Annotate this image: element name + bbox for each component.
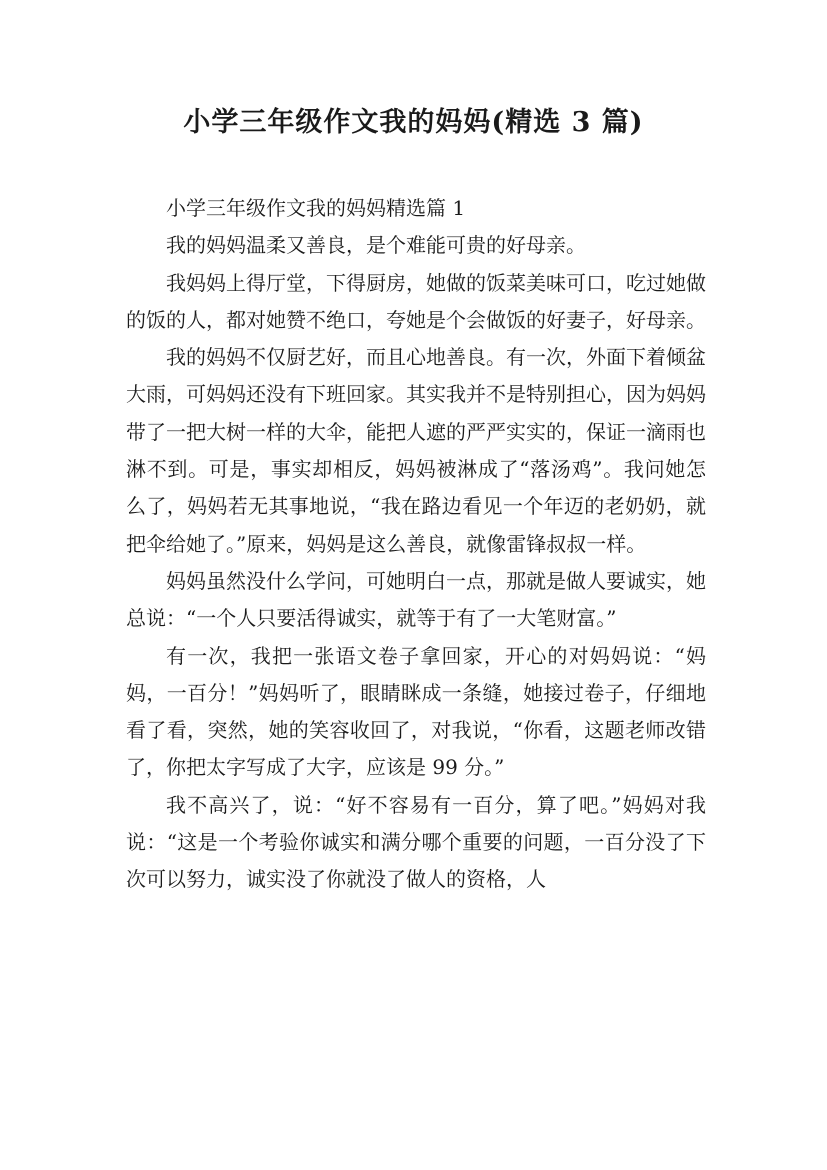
paragraph: 我的妈妈温柔又善良，是个难能可贵的好母亲。 [166, 233, 586, 258]
paragraph: 我的妈妈不仅厨艺好，而且心地善良。有一次，外面下着倾盆大雨，可妈妈还没有下班回家。其实我并不是特别担心，因为妈妈带了一把大树一样的大伞，能把人遮的严严实实的，保证一滴雨也淋不到。可是，事实却相反，妈妈被淋成了“落汤鸡”。我问她怎么了，妈妈若无其事地说，“我在路边看见一个年迈的老奶奶，就把伞给她了。”原来，妈妈是这么善良，就像雷锋叔叔一样。 [126, 345, 706, 556]
section-heading: 小学三年级作文我的妈妈精选篇 1 [166, 196, 466, 220]
paragraph: 我妈妈上得厅堂，下得厨房，她做的饭菜美味可口，吃过她做的饭的人，都对她赞不绝口，夸她是个会做饭的好妻子，好母亲。 [126, 270, 706, 332]
paragraph: 妈妈虽然没什么学问，可她明白一点，那就是做人要诚实，她总说：“一个人只要活得诚实，就等于有了一大笔财富。” [126, 568, 706, 631]
document-title: 小学三年级作文我的妈妈(精选 3 篇) [183, 107, 644, 138]
paragraph: 有一次，我把一张语文卷子拿回家，开心的对妈妈说：“妈妈，一百分！”妈妈听了，眼睛眯成一条缝，她接过卷子，仔细地看了看，突然，她的笑容收回了，对我说，“你看，这题老师改错了，你把太字写成了大字，应该是 99 分。” [126, 643, 706, 780]
document-body [126, 190, 706, 899]
paragraph: 我不高兴了，说：“好不容易有一百分，算了吧。”妈妈对我说：“这是一个考验你诚实和满分哪个重要的问题，一百分没了下次可以努力，诚实没了你就没了做人的资格，人 [126, 792, 706, 892]
